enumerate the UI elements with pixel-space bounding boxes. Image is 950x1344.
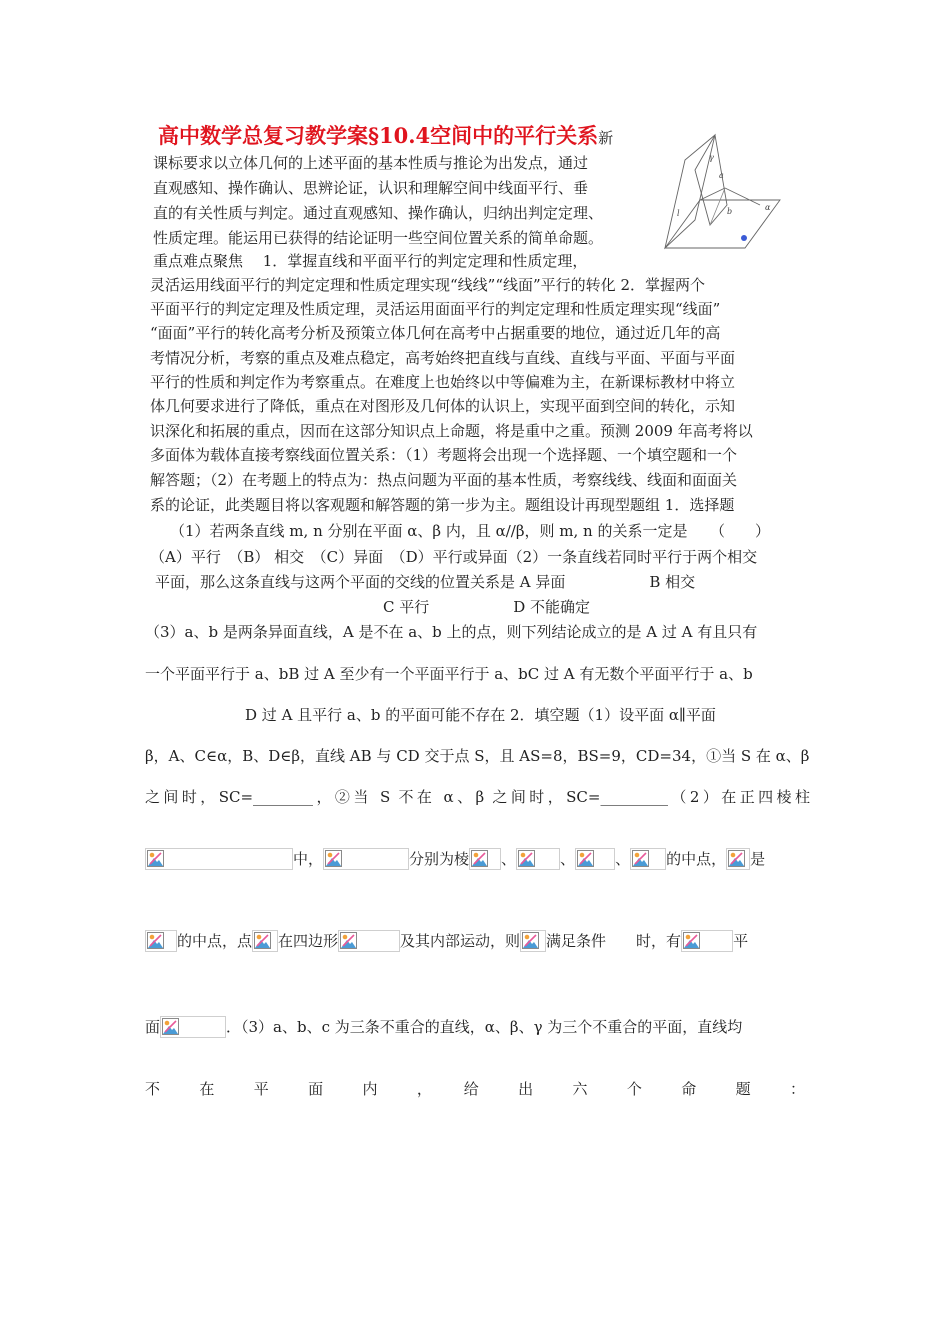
para-line-4: 性质定理。能运用已获得的结论证明一些空间位置关系的简单命题。 (153, 229, 604, 247)
image-icon (518, 850, 535, 867)
text-fragment: 满足条件 时，有 (546, 932, 682, 950)
image-icon (147, 850, 164, 867)
option-b: B 相交 (649, 573, 696, 591)
text-fragment: 分别为棱 (409, 850, 470, 868)
image-icon (325, 850, 342, 867)
formula-image (252, 930, 278, 952)
image-icon (577, 850, 594, 867)
para-line-5: 重点难点聚焦 1．掌握直线和平面平行的判定定理和性质定理， (153, 252, 588, 270)
formula-image (726, 848, 750, 870)
question-2-stem (155, 571, 825, 593)
para-line-12: 识深化和拓展的重点，因而在这部分知识点上命题，将是重中之重。预测 2009 年高考将以 (150, 422, 753, 440)
text-fragment: 的中点， (666, 850, 727, 868)
question-1-options: （A）平行 （B） 相交 （C）异面 （D）平行或异面（2）一条直线若同时平行于两个相交 (150, 548, 758, 566)
image-icon (728, 850, 745, 867)
text-fragment: ．（3）a、b、c 为三条不重合的直线，α、β、γ 为三个不重合的平面，直线均 (226, 1018, 743, 1036)
propositions-line: 不 在 平 面 内 ， 给 出 六 个 命 题 ： (145, 1080, 805, 1098)
image-icon (632, 850, 649, 867)
text-fragment: 、 (615, 850, 631, 868)
formula-image (630, 848, 666, 870)
question-3: （3）a、b 是两条异面直线，A 是不在 a、b 上的点，则下列结论成立的是 A 过 A 有且只有 (145, 623, 758, 641)
formula-image (145, 930, 177, 952)
label-l: l (677, 209, 680, 218)
image-icon (522, 932, 539, 949)
image-icon (471, 850, 488, 867)
para-line-15: 系的论证，此类题目将以客观题和解答题的第一步为主。题组设计再现型题组 1．选择题 (150, 496, 735, 514)
para-line-13: 多面体为载体直接考察线面位置关系：（1）考题将会出现一个选择题、一个填空题和一个 (150, 446, 738, 464)
formula-image (160, 1016, 226, 1038)
question-2-options (383, 596, 950, 618)
title-tail: 新 (598, 129, 614, 147)
question-3-fill (145, 1016, 815, 1038)
para-line-10: 平行的性质和判定作为考察重点。在难度上也始终以中等偏难为主，在新课标教材中将立 (150, 373, 736, 391)
para-line-1: 课标要求以立体几何的上述平面的基本性质与推论为出发点，通过 (153, 154, 589, 172)
para-line-6: 灵活运用线面平行的判定定理和性质定理实现“线线”“线面”平行的转化 2．掌握两个 (150, 276, 705, 294)
prism-line (145, 848, 815, 870)
text-fragment: 及其内部运动，则 (400, 932, 521, 950)
para-line-11: 体几何要求进行了降低，重点在对图形及几何体的认识上，实现平面到空间的转化，示知 (150, 397, 736, 415)
text-fragment: 中， (293, 850, 324, 868)
image-icon (340, 932, 357, 949)
question-2-text: 平面，那么这条直线与这两个平面的交线的位置关系是 A 异面 (155, 573, 566, 591)
document-title (158, 122, 613, 152)
text-fragment: 在四边形 (278, 932, 339, 950)
fill-blank-1-answers: 之间时，SC=________，②当 S 不在 α、β 之间时，SC=_________（2）在正四棱柱 (145, 788, 810, 806)
para-line-2: 直观感知、操作确认、思辨论证，认识和理解空间中线面平行、垂 (153, 179, 589, 197)
label-gamma: γ (709, 153, 714, 162)
text-fragment: 的中点，点 (177, 932, 253, 950)
formula-image (323, 848, 409, 870)
image-icon (162, 1018, 179, 1035)
formula-image (516, 848, 560, 870)
option-c: C 平行 (383, 598, 430, 616)
label-alpha: α (765, 203, 771, 212)
text-fragment: 、 (501, 850, 517, 868)
text-fragment: 是 (750, 850, 766, 868)
question-3-options: 一个平面平行于 a、bB 过 A 至少有一个平面平行于 a、bC 过 A 有无数个平面平行于 a、b (145, 665, 753, 683)
formula-image (469, 848, 501, 870)
para-line-7: 平面平行的判定定理及性质定理，灵活运用面面平行的判定定理和性质定理实现“线面” (150, 300, 721, 318)
text-fragment: 平 (733, 932, 749, 950)
option-d: D 不能确定 (513, 598, 591, 616)
text-fragment: 面 (145, 1018, 161, 1036)
image-icon (147, 932, 164, 949)
formula-image (520, 930, 546, 952)
label-a: a (719, 171, 724, 180)
label-b: b (727, 207, 733, 216)
formula-image (145, 848, 293, 870)
formula-image (681, 930, 733, 952)
planes-figure (655, 130, 790, 250)
fill-blank-heading: D 过 A 且平行 a、b 的平面可能不存在 2．填空题（1）设平面 α∥平面 (245, 706, 716, 724)
formula-image (338, 930, 400, 952)
formula-image (575, 848, 615, 870)
midpoint-line (145, 930, 815, 952)
text-fragment: 、 (560, 850, 576, 868)
image-icon (683, 932, 700, 949)
para-line-14: 解答题；（2）在考题上的特点为：热点问题为平面的基本性质，考察线线、线面和面面关 (150, 471, 738, 489)
fill-blank-1: β，A、C∈α，B、D∈β，直线 AB 与 CD 交于点 S，且 AS=8，BS=9，CD=34，①当 S 在 α、β (145, 747, 810, 765)
para-line-3: 直的有关性质与判定。通过直观感知、操作确认，归纳出判定定理、 (153, 204, 604, 222)
title-main: 高中数学总复习教学案§10.4空间中的平行关系 (158, 123, 599, 148)
image-icon (254, 932, 271, 949)
question-1: （1）若两条直线 m, n 分别在平面 α、β 内，且 α//β，则 m, n 的关系一定是 （ ） (170, 522, 770, 540)
para-line-8: “面面”平行的转化高考分析及预策立体几何在高考中占据重要的地位，通过近几年的高 (150, 324, 721, 342)
para-line-9: 考情况分析，考察的重点及难点稳定，高考始终把直线与直线、直线与平面、平面与平面 (150, 349, 736, 367)
